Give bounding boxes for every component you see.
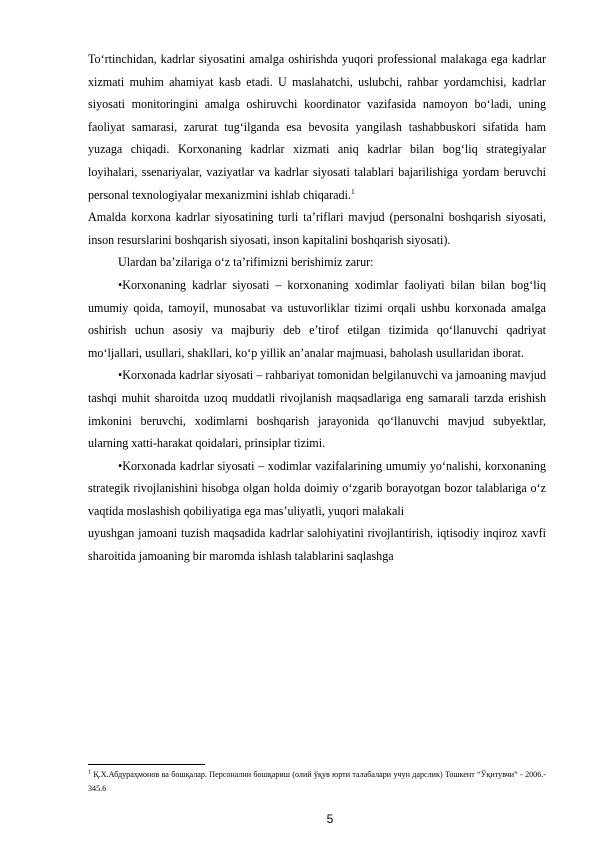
bullet-definition-1: •Korxonaning kadrlar siyosati – korxonaning xodimlar faoliyati bilan bilan bog‘liq umumiy qoida, tamoyil, munosabat va ustuvorliklar tizimi orqali ushbu korxonada amalga oshirish uchun asosiy va majburiy deb e’tirof etilgan tizimida qo‘llanuvchi qadriyat mo‘ljallari, usullari, shakllari, ko‘p yillik an’analar majmuasi, baholash usullaridan iborat. [88,277,546,360]
footnote-divider [88,764,205,765]
bullet-definition-3: •Korxonada kadrlar siyosati – xodimlar vazifalarining umumiy yo‘nalishi, korxonaning strategik rivojlanishini hisobga olgan holda doimiy o‘zgarib borayotgan bozor talablariga o‘z vaqtida moslashish qobiliyatiga ega mas’uliyatli, yuqori malakali [88,458,546,518]
footnote-number: 1 [88,769,91,776]
footnote [88,768,546,795]
footnote-reference[interactable]: 1 [350,186,355,196]
paragraph-definitions-intro: Amalda korxona kadrlar siyosatining turli ta’riflari mavjud (personalni boshqarish siyosati, inson resurslarini boshqarish siyosati, inson kapitalini boshqarish siyosati). [88,210,546,247]
page-number: 5 [326,812,334,826]
bullet-definition-2: •Korxonada kadrlar siyosati – rahbariyat tomonidan belgilanuvchi va jamoaning mavjud tashqi muhit sharoitda uzoq muddatli rivojlanish maqsadlariga eng samarali tarzda erishish imkonini beruvchi, xodimlarni boshqarish jarayonida qo‘llanuvchi mavjud subyektlar, ularning xatti-harakat qoidalari, prinsiplar tizimi. [88,368,546,451]
paragraph-definitions-lead: Ulardan ba’zilariga o‘z ta’rifimizni berishimiz zarur: [118,255,374,270]
paragraph-continuation: uyushgan jamoani tuzish maqsadida kadrlar salohiyatini rivojlantirish, iqtisodiy inqiroz xavfi sharoitida jamoaning bir maromda ishlash talablarini saqlashga [88,526,546,564]
paragraph-kadrlar-xizmati: To‘rtinchidan, kadrlar siyosatini amalga oshirishda yuqori professional malakaga ega kadrlar xizmati muhim ahamiyat kasb etadi. U maslahatchi, uslubchi, rahbar yordamchisi, kadrlar siyosati monitoringini amalga oshiruvchi koordinator vazifasida namoyon bo‘ladi, uning faoliyat samarasi, zarurat tug‘ilganda esa bevosita yangilash tashabbuskori sifatida ham yuzaga chiqadi. Korxonaning kadrlar xizmati aniq kadrlar bilan bog‘liq strategiyalar loyihalari, ssenariyalar, vaziyatlar va kadrlar siyosati talablari bajarilishiga yordam beruvchi personal texnologiyalar mexanizmini ishlab chiqaradi.$^1$ [88,52,546,202]
footnote-text: Қ.Х.Абдураҳмонов ва бошқалар. Персонални бошқариш (олий ўқув юрти талабалари учун дарслик) Тошкент “Ўқитувчи” - 2006.- 345.6 [88,770,546,793]
body-text [88,48,546,568]
